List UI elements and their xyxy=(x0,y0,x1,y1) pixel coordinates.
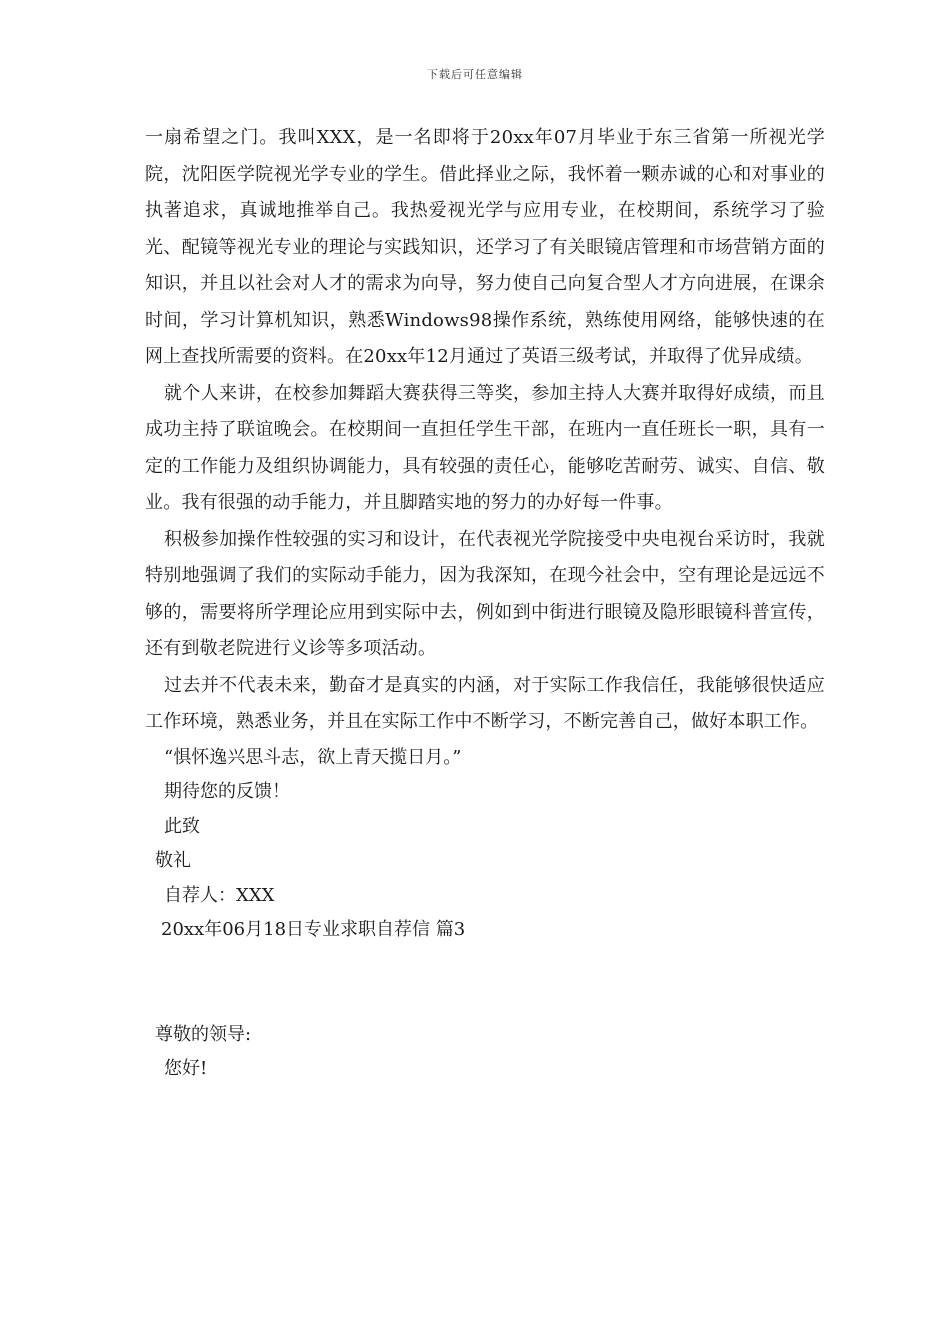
letter-paragraph-4: 过去并不代表未来，勤奋才是真实的内涵，对于实际工作我信任，我能够很快适应工作环境，熟悉业务，并且在实际工作中不断学习，不断完善自己，做好本职工作。 xyxy=(145,674,825,732)
letter-paragraph-1: 一扇希望之门。我叫XXX，是一名即将于20xx年07月毕业于东三省第一所视光学院，沈阳医学院视光学专业的学生。借此择业之际，我怀着一颗赤诚的心和对事业的执著追求，真诚地推举自己。我热爱视光学与应用专业，在校期间，系统学习了验光、配镜等视光专业的理论与实践知识，还学习了有关眼镜店管理和市场营销方面的知识，并且以社会对人才的需求为向导，努力使自己向复合型人才方向进展，在课余时间，学习计算机知识，熟悉Windows98操作系统，熟练使用网络，能够快速的在网上查找所需要的资料。在20xx年12月通过了英语三级考试，并取得了优异成绩。 xyxy=(145,127,825,367)
closing-expect-feedback: 期待您的反馈！ xyxy=(164,781,290,802)
section-gap xyxy=(145,948,825,1018)
next-letter-salutation: 尊敬的领导: xyxy=(155,1023,252,1045)
signature: 自荐人：XXX xyxy=(164,884,275,906)
next-letter-greeting: 您好! xyxy=(164,1058,208,1079)
closing-jingli: 敬礼 xyxy=(155,850,191,871)
page-header-note: 下载后可任意编辑 xyxy=(427,68,523,81)
quote-line: “惧怀逸兴思斗志，欲上青天揽日月。” xyxy=(164,746,462,768)
letter-paragraph-3: 积极参加操作性较强的实习和设计，在代表视光学院接受中央电视台采访时，我就特别地强调了我们的实际动手能力，因为我深知，在现今社会中，空有理论是远远不够的，需要将所学理论应用到实际中去，例如到中街进行眼镜及隐形眼镜科普宣传，还有到敬老院进行义诊等多项活动。 xyxy=(145,528,825,659)
closing-cizhi: 此致 xyxy=(164,815,200,837)
letter-paragraph-2: 就个人来讲，在校参加舞蹈大赛获得三等奖，参加主持人大赛并取得好成绩，而且成功主持了联谊晚会。在校期间一直担任学生干部，在班内一直任班长一职，具有一定的工作能力及组织协调能力，具有较强的责任心，能够吃苦耐劳、诚实、自信、敬业。我有很强的动手能力，并且脚踏实地的努力的办好每一件事。 xyxy=(145,382,825,513)
letter-body xyxy=(145,120,825,1087)
date-and-next-title: 20xx年06月18日专业求职自荐信 篇3 xyxy=(161,919,466,940)
